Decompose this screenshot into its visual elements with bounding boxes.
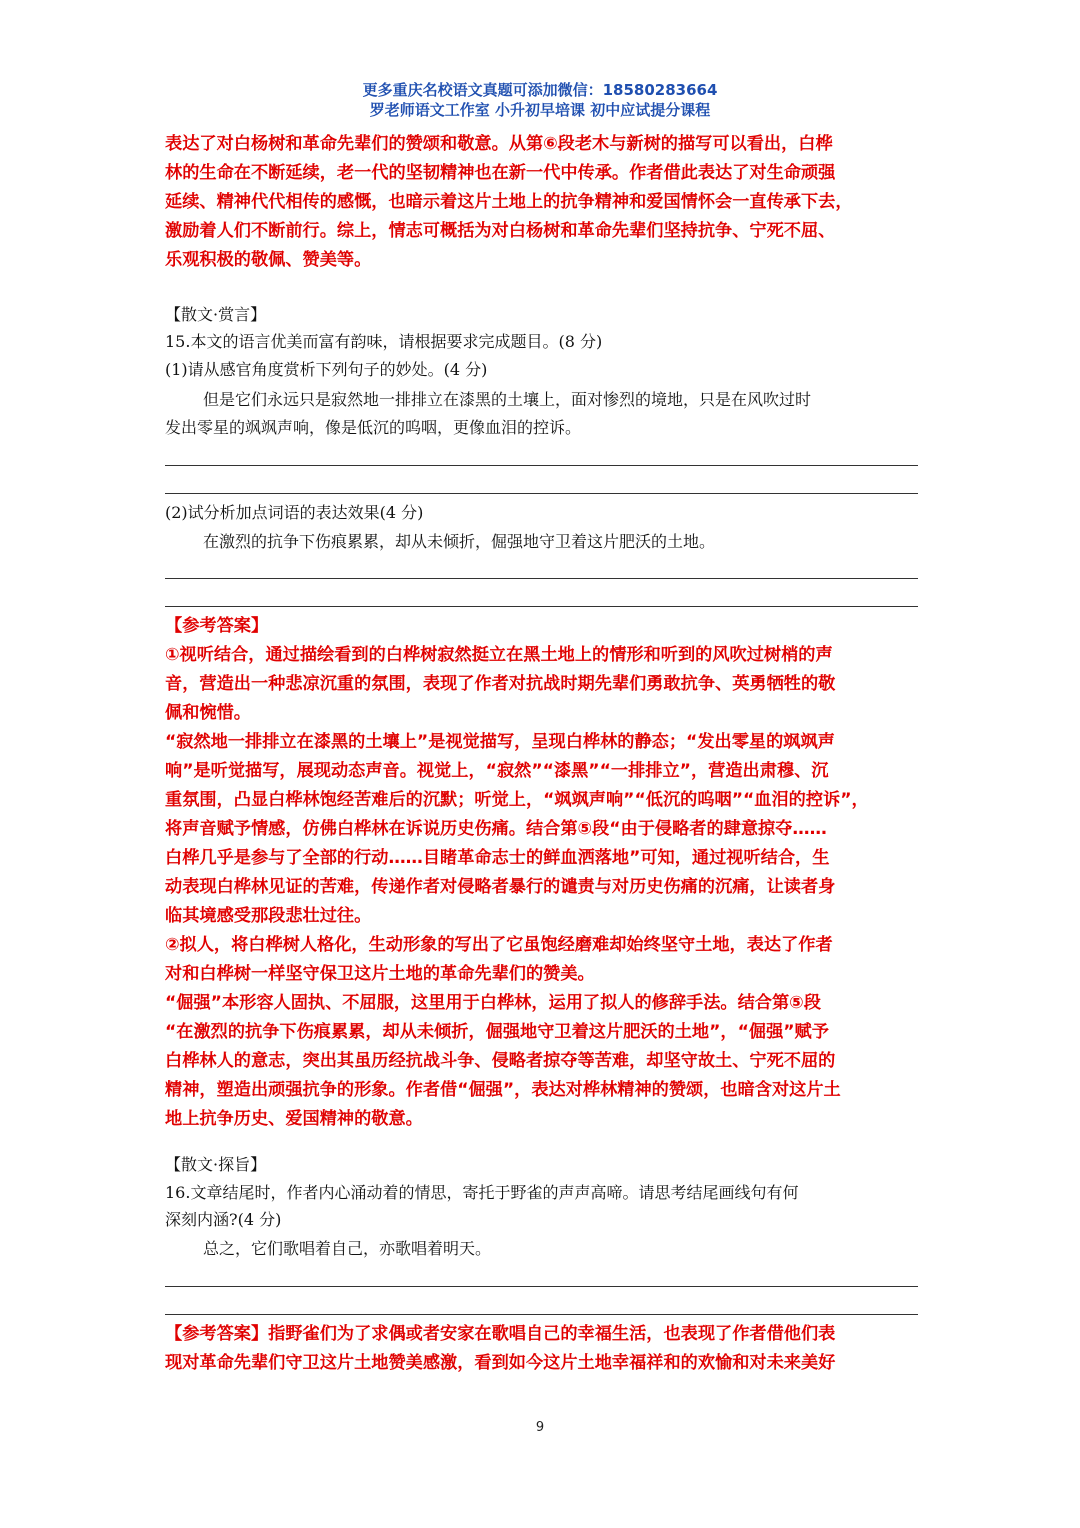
answer-line: “寂然地一排排立在漆黑的土壤上”是视觉描写，呈现白桦林的静态；“发出零星的飒飒声: [165, 732, 835, 752]
answer-15: [165, 612, 920, 1134]
question-15-sub1: (1)请从感官角度赏析下列句子的妙处。(4 分): [165, 360, 488, 379]
section-title-shangyan: 【散文·赏言】: [165, 305, 267, 324]
header-line-1: 更多重庆名校语文真题可添加微信：18580283664: [362, 81, 718, 99]
answer-line: 佩和惋惜。: [165, 703, 251, 723]
answer-line: 延续、精神代代相传的感慨，也暗示着这片土地上的抗争精神和爱国情怀会一直传承下去，: [165, 192, 853, 212]
answer-line: 表达了对白杨树和革命先辈们的赞颂和敬意。从第⑥段老木与新树的描写可以看出，白桦: [165, 134, 833, 154]
answer-16-line2: 现对革命先辈们守卫这片土地赞美感激，看到如今这片土地幸福祥和的欢愉和对未来美好: [165, 1353, 836, 1373]
answer-line: 重氛围，凸显白桦林饱经苦难后的沉默；听觉上，“飒飒声响”“低沉的呜咽”“血泪的控诉”，: [165, 790, 869, 810]
answer-label: 【参考答案】: [165, 1324, 269, 1344]
answer-blank-line: [165, 465, 918, 466]
answer-line: 音，营造出一种悲凉沉重的氛围，表现了作者对抗战时期先辈们勇敢抗争、英勇牺牲的敬: [165, 674, 836, 694]
answer-16-line1: [165, 1320, 920, 1349]
answer-line: 乐观积极的敬佩、赞美等。: [165, 250, 372, 270]
question-15: 15.本文的语言优美而富有韵味，请根据要求完成题目。(8 分): [165, 332, 603, 351]
page-number: 9: [535, 1420, 545, 1435]
question-15-sub2: (2)试分析加点词语的表达效果(4 分): [165, 503, 424, 522]
answer-line: 地上抗争历史、爱国精神的敬意。: [165, 1109, 423, 1129]
answer-line: 动表现白桦林见证的苦难，传递作者对侵略者暴行的谴责与对历史伤痛的沉痛，让读者身: [165, 877, 836, 897]
answer-line: “在激烈的抗争下伤痕累累，却从未倾折，倔强地守卫着这片肥沃的土地”，“倔强”赋予: [165, 1022, 829, 1042]
answer-blank-line: [165, 1286, 918, 1287]
answer-blank-line: [165, 1314, 918, 1315]
answer-blank-line: [165, 606, 918, 607]
quote-15-2: 在激烈的抗争下伤痕累累，却从未倾折，倔强地守卫着这片肥沃的土地。: [203, 532, 716, 551]
answer-line: 白桦几乎是参与了全部的行动……目睹革命志士的鲜血洒落地”可知，通过视听结合，生: [165, 848, 830, 868]
quote-15-1-line2: 发出零星的飒飒声响，像是低沉的呜咽，更像血泪的控诉。: [165, 418, 582, 437]
header-line-2: 罗老师语文工作室 小升初早培课 初中应试提分课程: [369, 101, 711, 119]
answer-line: 白桦林人的意志，突出其虽历经抗战斗争、侵略者掠夺等苦难，却坚守故土、宁死不屈的: [165, 1051, 836, 1071]
answer-line: ①视听结合，通过描绘看到的白桦树寂然挺立在黑土地上的情形和听到的风吹过树梢的声: [165, 645, 833, 665]
answer-line: 激励着人们不断前行。综上，情志可概括为对白杨树和革命先辈们坚持抗争、宁死不屈、: [165, 221, 836, 241]
section-title-tanzhi: 【散文·探旨】: [165, 1155, 267, 1174]
question-16-line1: 16.文章结尾时，作者内心涌动着的情思，寄托于野雀的声声高啼。请思考结尾画线句有何: [165, 1183, 799, 1202]
quote-15-1-line1: 但是它们永远只是寂然地一排排立在漆黑的土壤上，面对惨烈的境地，只是在风吹过时: [203, 390, 812, 409]
answer-label: 【参考答案】: [165, 616, 269, 636]
answer-line: 林的生命在不断延续，老一代的坚韧精神也在新一代中传承。作者借此表达了对生命顽强: [165, 163, 836, 183]
answer-line: 对和白桦树一样坚守保卫这片土地的革命先辈们的赞美。: [165, 964, 595, 984]
answer-text: 指野雀们为了求偶或者安家在歌唱自己的幸福生活，也表现了作者借他们表: [268, 1324, 836, 1344]
answer-line: 将声音赋予情感，仿佛白桦林在诉说历史伤痛。结合第⑤段“由于侵略者的肆意掠夺……: [165, 819, 827, 839]
answer-line: “倔强”本形容人固执、不屈服，这里用于白桦林，运用了拟人的修辞手法。结合第⑤段: [165, 993, 821, 1013]
answer-16: [165, 1320, 920, 1378]
answer-continuation: [165, 130, 920, 275]
answer-line: ②拟人，将白桦树人格化，生动形象的写出了它虽饱经磨难却始终坚守土地，表达了作者: [165, 935, 833, 955]
answer-blank-line: [165, 578, 918, 579]
answer-line: 临其境感受那段悲壮过往。: [165, 906, 372, 926]
answer-line: 精神，塑造出顽强抗争的形象。作者借“倔强”，表达对桦林精神的赞颂，也暗含对这片土: [165, 1080, 841, 1100]
answer-blank-line: [165, 493, 918, 494]
page-header: [0, 80, 1080, 120]
question-16-line2: 深刻内涵?(4 分): [165, 1210, 282, 1229]
answer-line: 响”是听觉描写，展现动态声音。视觉上，“寂然”“漆黑”“一排排立”，营造出肃穆、沉: [165, 761, 829, 781]
quote-16: 总之，它们歌唱着自己，亦歌唱着明天。: [203, 1239, 492, 1258]
